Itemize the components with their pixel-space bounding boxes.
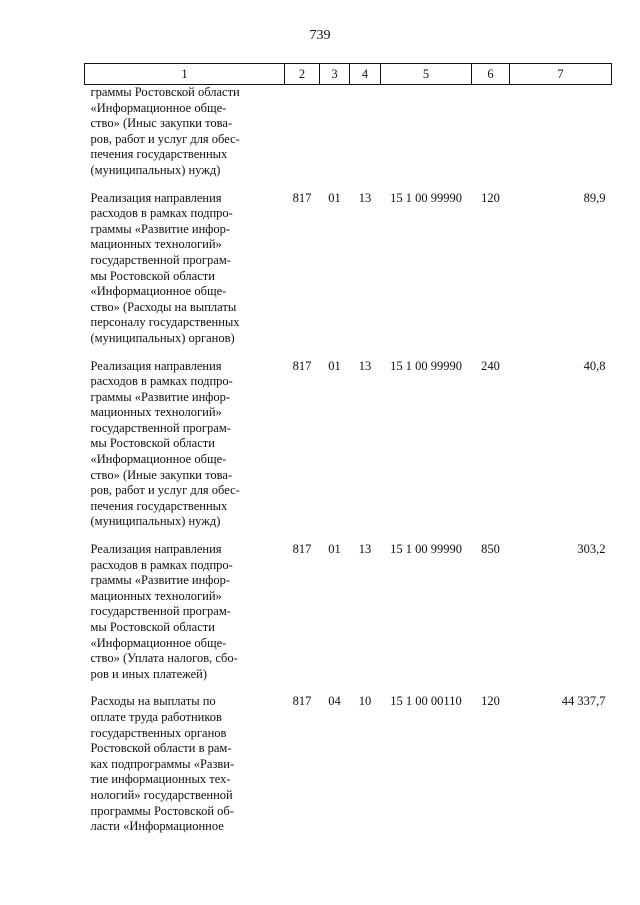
- row-amount: 303,2: [577, 542, 606, 557]
- table-row: [85, 179, 612, 347]
- row-amount: 89,9: [583, 190, 606, 205]
- header-cell-description: 1: [85, 64, 285, 85]
- header-cell-vr: 6: [472, 64, 510, 85]
- row-ved: 817: [292, 190, 312, 205]
- row-vr: 120: [481, 190, 500, 205]
- header-cell-amount: 7: [510, 64, 612, 85]
- row-vr: 850: [481, 542, 500, 557]
- table-row: [85, 530, 612, 682]
- row-ved: [285, 85, 320, 179]
- budget-table: [84, 63, 612, 835]
- table-row: [85, 682, 612, 834]
- row-vr: [472, 85, 510, 179]
- table-row: [85, 347, 612, 531]
- row-csr: 15 1 00 99990: [390, 542, 462, 557]
- table-header: [85, 64, 612, 85]
- row-description: граммы Ростовской области «Информационное обще- ство» (Иныс закупки това- ров, работ и услуг для обес- печения государственных (муниципальных) нужд): [90, 85, 240, 177]
- row-rz: [320, 85, 350, 179]
- row-pr: [350, 85, 381, 179]
- row-csr: [381, 85, 472, 179]
- header-cell-rz: 3: [320, 64, 350, 85]
- row-amount: 40,8: [583, 358, 606, 373]
- row-ved: 817: [292, 542, 312, 557]
- row-vr: 240: [481, 358, 500, 373]
- row-amount: [510, 85, 612, 179]
- table-body: [85, 85, 612, 835]
- row-description: Реализация направления расходов в рамках подпро- граммы «Развитие инфор- мационных технологий» государственной програм- мы Ростовской области «Информационное обще- ство» (Расходы на выплаты персоналу государственных (муниципальных) органов): [90, 190, 240, 345]
- row-csr: 15 1 00 99990: [390, 358, 462, 373]
- header-row: [85, 64, 612, 85]
- row-vr: 120: [481, 694, 500, 709]
- row-pr: 13: [358, 542, 372, 557]
- row-pr: 13: [358, 358, 372, 373]
- header-cell-pr: 4: [350, 64, 381, 85]
- row-description: Реализация направления расходов в рамках подпро- граммы «Развитие инфор- мационных технологий» государственной програм- мы Ростовской области «Информационное обще- ство» (Уплата налогов, сбо- ров и иных платежей): [90, 542, 238, 681]
- row-rz: 04: [328, 694, 341, 709]
- row-ved: 817: [292, 358, 312, 373]
- row-amount: 44 337,7: [561, 694, 606, 709]
- row-ved: 817: [292, 694, 312, 709]
- row-rz: 01: [328, 358, 341, 373]
- row-pr: 13: [358, 190, 372, 205]
- row-rz: 01: [328, 190, 341, 205]
- page-number: 739: [309, 28, 331, 43]
- header-cell-ved: 2: [285, 64, 320, 85]
- row-description: Реализация направления расходов в рамках подпро- граммы «Развитие инфор- мационных технологий» государственной програм- мы Ростовской области «Информационное обще- ство» (Иные закупки това- ров, работ и услуг для обес- печения государственных (муниципальных) нужд): [90, 358, 240, 529]
- table-row: [85, 85, 612, 179]
- row-csr: 15 1 00 99990: [390, 190, 462, 205]
- row-description: Расходы на выплаты по оплате труда работников государственных органов Ростовской области в рам- ках подпрограммы «Разви- тие информационных тех- нологий» государственной программы Ростовской об- ласти «Информационное: [90, 694, 235, 834]
- row-pr: 10: [358, 694, 372, 709]
- header-cell-csr: 5: [381, 64, 472, 85]
- row-rz: 01: [328, 542, 341, 557]
- row-csr: 15 1 00 00110: [390, 694, 462, 709]
